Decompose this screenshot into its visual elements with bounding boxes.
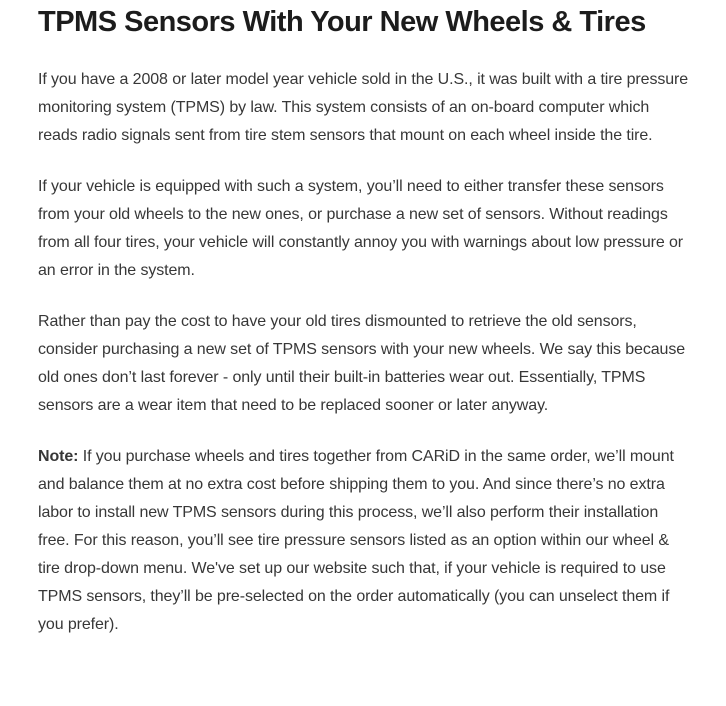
- paragraph-tpms-law: If you have a 2008 or later model year vehicle sold in the U.S., it was built with a tire pressure monitoring system (TPMS) by law. This system consists of an on-board computer which reads radio signals sent from tire stem sensors that mount on each wheel inside the tire.: [38, 71, 689, 145]
- note-label: Note:: [38, 448, 79, 466]
- paragraph-transfer-or-purchase: If your vehicle is equipped with such a system, you’ll need to either transfer these sensors from your old wheels to the new ones, or purchase a new set of sensors. Without readings from all four tires, your vehicle will constantly annoy you with warnings about low pressure or an error in the system.: [38, 178, 684, 280]
- note-text: If you purchase wheels and tires together from CARiD in the same order, we’ll mount and balance them at no extra cost before shipping them to you. And since there’s no extra labor to install new TPMS sensors during this process, we’ll also perform their installation free. For this reason, you’ll see tire pressure sensors listed as an option within our wheel & tire drop-down menu. We've set up our website such that, if your vehicle is required to use TPMS sensors, they’ll be pre-selected on the order automatically (you can unselect them if you prefer).: [38, 448, 674, 634]
- page-title: TPMS Sensors With Your New Wheels & Tires: [38, 6, 646, 38]
- paragraph-wear-item: Rather than pay the cost to have your old tires dismounted to retrieve the old sensors, consider purchasing a new set of TPMS sensors with your new wheels. We say this because old ones don’t last forever - only until their built-in batteries wear out. Essentially, TPMS sensors are a wear item that need to be replaced sooner or later anyway.: [38, 313, 686, 415]
- paragraph-note: [38, 443, 692, 639]
